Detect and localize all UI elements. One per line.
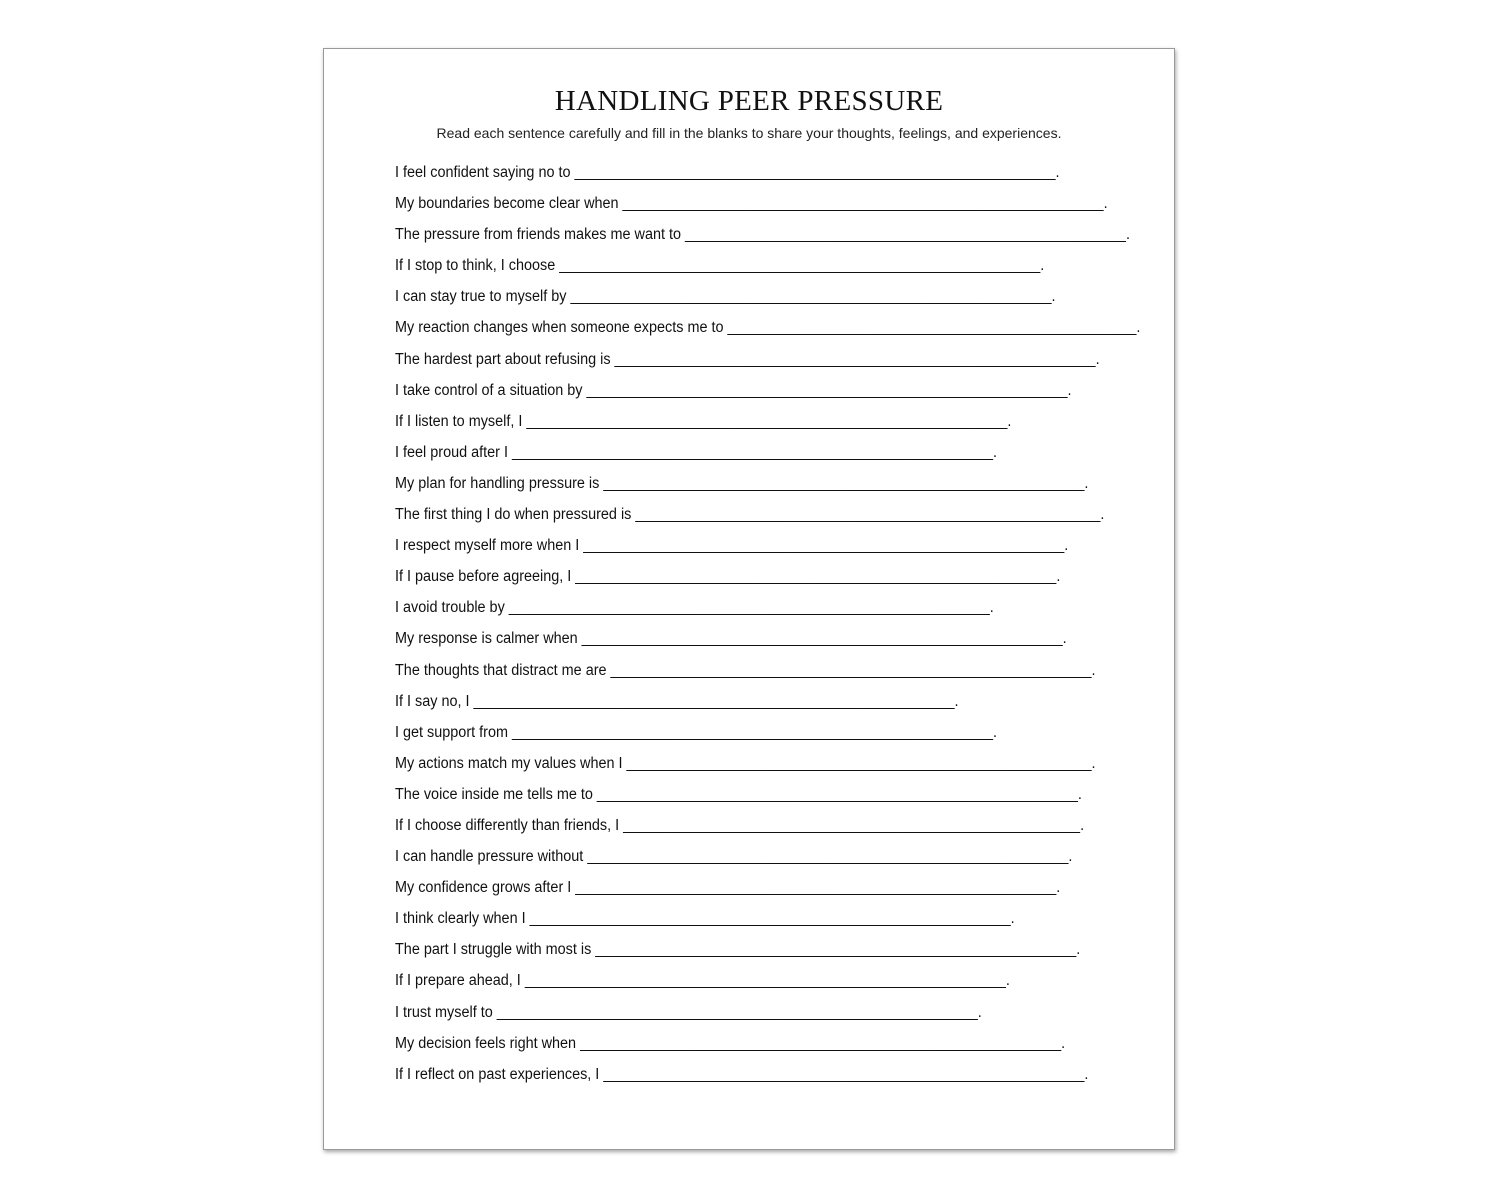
prompt-line: I feel confident saying no to ____________________________________________________________. bbox=[395, 164, 1060, 181]
prompt-line: I get support from ____________________________________________________________. bbox=[395, 723, 998, 741]
prompt-line: My boundaries become clear when ____________________________________________________________. bbox=[395, 195, 1108, 213]
prompt-line: My reaction changes when someone expects me to ___________________________________________________. bbox=[395, 319, 1141, 337]
prompt-line: I trust myself to ____________________________________________________________. bbox=[395, 1003, 982, 1021]
prompt-line: If I listen to myself, I ____________________________________________________________. bbox=[395, 412, 1012, 430]
prompt-line: The first thing I do when pressured is __________________________________________________________. bbox=[395, 506, 1105, 524]
prompt-line: The pressure from friends makes me want to _______________________________________________________. bbox=[395, 226, 1130, 244]
prompt-line: If I prepare ahead, I ____________________________________________________________. bbox=[395, 972, 1010, 990]
prompt-line: My actions match my values when I __________________________________________________________. bbox=[395, 754, 1096, 772]
prompt-line: The part I struggle with most is ____________________________________________________________. bbox=[395, 941, 1081, 959]
prompt-line: I feel proud after I ____________________________________________________________. bbox=[395, 443, 998, 461]
prompt-line: My confidence grows after I ____________________________________________________________. bbox=[395, 879, 1061, 897]
prompt-line: I respect myself more when I ____________________________________________________________. bbox=[395, 537, 1069, 555]
worksheet-instructions: Read each sentence carefully and fill in the blanks to share your thoughts, feelings, and experiences. bbox=[436, 125, 1062, 141]
prompt-line: If I say no, I ____________________________________________________________. bbox=[395, 692, 959, 710]
prompt-list bbox=[395, 161, 1197, 1094]
prompt-line: I take control of a situation by ____________________________________________________________. bbox=[395, 381, 1072, 399]
prompt-line: My plan for handling pressure is ____________________________________________________________. bbox=[395, 474, 1089, 492]
prompt-line: I avoid trouble by ____________________________________________________________. bbox=[395, 599, 994, 617]
prompt-line: I think clearly when I ____________________________________________________________. bbox=[395, 910, 1015, 928]
worksheet-title: HANDLING PEER PRESSURE bbox=[554, 85, 944, 117]
worksheet-page bbox=[323, 48, 1175, 1150]
prompt-line: If I choose differently than friends, I _________________________________________________________. bbox=[395, 816, 1085, 834]
prompt-line: I can handle pressure without ____________________________________________________________. bbox=[395, 848, 1073, 866]
prompt-line: My response is calmer when ____________________________________________________________. bbox=[395, 630, 1067, 648]
prompt-line: If I stop to think, I choose ____________________________________________________________. bbox=[395, 257, 1045, 275]
prompt-line: I can stay true to myself by ____________________________________________________________. bbox=[395, 288, 1056, 306]
prompt-line: The thoughts that distract me are ____________________________________________________________. bbox=[395, 661, 1096, 679]
prompt-line: If I pause before agreeing, I ____________________________________________________________. bbox=[395, 568, 1061, 586]
prompt-line: My decision feels right when ____________________________________________________________. bbox=[395, 1034, 1066, 1052]
prompt-line: The hardest part about refusing is ____________________________________________________________. bbox=[395, 350, 1100, 368]
prompt-line: The voice inside me tells me to ____________________________________________________________. bbox=[395, 785, 1082, 803]
prompt-line: If I reflect on past experiences, I ____________________________________________________________. bbox=[395, 1065, 1089, 1083]
